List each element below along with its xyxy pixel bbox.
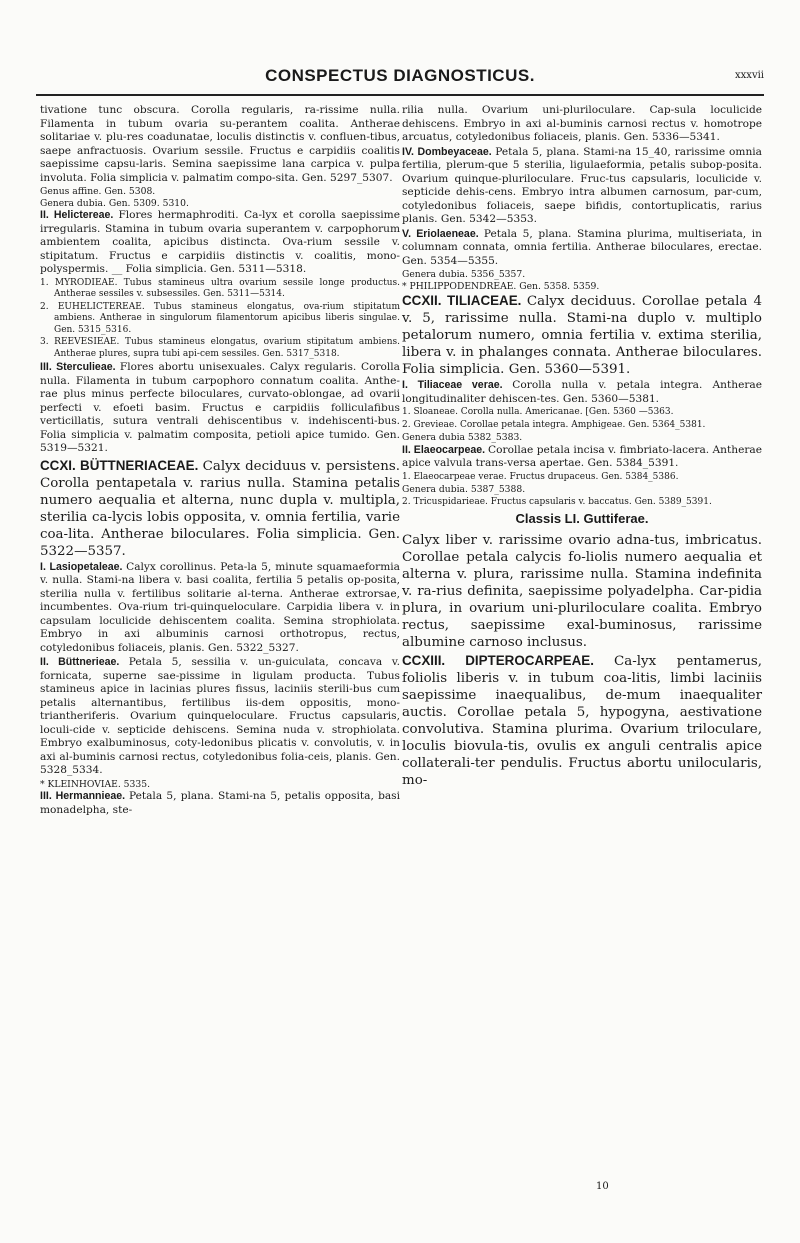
- tribe-entry: [402, 379, 762, 406]
- left-column: [40, 104, 400, 818]
- running-header: [36, 62, 764, 92]
- section-text: Ca-lyx pentamerus, foliolis liberis v. in tubum coa-litis, limbi laciniis saepissime inaequalibus, de-mum inaequaliter auctis. Corollae petala 5, hypogyna, aestivatione convolutiva. Stamina plurima. Ovarium triloculare, loculis biovula-tis, ovulis ex anguli centralis apice collaterali-ter pendulis. Fructus abortu unilocularis, mo-: [402, 653, 763, 788]
- header-rule: [36, 94, 764, 96]
- section-text: Calyx deciduus v. persistens. Corolla pentapetala v. rarius nulla. Stamina petalis numero aequalia et alterna, nunc dupla v. multipla, sterilia ca-lycis lobis opposita, v. omnia fertilia, varie coa-lita. Antherae biloculares. Folia simplicia. Gen. 5322—5357.: [40, 458, 400, 559]
- genera-note: * KLEINHOVIAE. 5335.: [40, 778, 150, 790]
- section-text: Corolla nulla v. petala integra. Antherae longitudinaliter dehiscen-tes. Gen. 5360—5381.: [402, 379, 762, 405]
- tribe-entry: [40, 656, 400, 778]
- subtribe-entry: 2. Tricuspidarieae. Fructus capsularis v. baccatus. Gen. 5389_5391.: [402, 496, 712, 507]
- section-text: Flores hermaphroditi. Ca-lyx et corolla saepissime irregularis. Stamina in tubum ovaria superantem v. carpophorum ambientem coalita, apicibus distincta. Ova-rium sessile v. stipitatum. Fructus e carpidiis distinctis v. coalitis, mono-polyspermis. __ Folia simplicia. Gen. 5311—5318.: [40, 209, 400, 275]
- class-description: Calyx liber v. rarissime ovario adna-tus, imbricatus. Corollae petala calycis fo-liolis numero aequalia et alterna v. plura, rarissime nulla. Stamina indefinita v. ra-rius definita, saepissime polyadelpha. Car-pidia plura, in ovarium uni-pluriloculare coalita. Embryo rectus, saepissime exal-buminosus, rarissime albumine carnoso inclusus.: [402, 532, 762, 650]
- section-heading: III. Sterculieae.: [40, 361, 120, 373]
- subtribe-entry: 2. EUHELICTEREAE. Tubus stamineus elongatus, ova-rium stipitatum ambiens. Antherae in singulorum filamentorum apicibus liberis singulae. Gen. 5315_5316.: [40, 301, 400, 335]
- section-text: Calyx corollinus. Peta-la 5, minute squamaeformia v. nulla. Stami-na libera v. basi coalita, fertilia 5 petalis op-posita, sterilia nulla v. fertilibus solitarie al-terna. Antherae extrorsae, incumbentes. Ova-rium tri-quinqueloculare. Carpidia libera v. in capsulam loculicide dehiscentem coalita. Semina strophiolata. Embryo in axi albuminis carnosi orthotropus, rectus, cotyledonibus foliaceis, planis. Gen. 5322_5327.: [40, 560, 400, 654]
- section-text: Petala 5, plana. Stami-na 15_40, rarissime omnia fertilia, plerum-que 5 sterilia, ligulaeformia, petalis subop-posita. Ovarium quinque-pluriloculare. Fruc-tus capsularis, loculicide v. septicide dehis-cens. Embryo intra albumen carnosum, par-cum, cotyledonibus foliaceis, saepe bifidis, contortuplicatis, rarius planis. Gen. 5342—5353.: [402, 145, 762, 225]
- right-column: [402, 104, 762, 790]
- section-text: Corollae petala incisa v. fimbriato-lacera. Antherae apice valvula trans-versa apertae. Gen. 5384_5391.: [402, 443, 762, 469]
- section-heading: CCXIII. DIPTEROCARPEAE.: [402, 652, 614, 668]
- tribe-entry: [40, 561, 400, 656]
- section-text: Calyx deciduus. Corollae petala 4 v. 5, rarissime nulla. Stami-na duplo v. multiplo petalorum numero, omnia fertilia v. extima sterilia, libera v. in phalanges connata. Antherae biloculares. Folia simplicia. Gen. 5360—5391.: [402, 294, 762, 377]
- tribe-entry: [402, 228, 762, 269]
- section-text: Petala 5, sessilia v. un-guiculata, concava v. fornicata, superne sae-pissime in ligulam producta. Tubus stamineus apice in lacinias plures fissus, laciniis sterili-bus cum petalis alternantibus, fertilibus iis-dem oppositis, mono-triantheriferis. Ovarium quinqueloculare. Fructus capsularis, loculi-cide v. septicide dehiscens. Semina nuda v. strophiolata. Embryo exalbuminosus, coty-ledonibus plicatis v. convolutis, v. in axi al-buminis carnosi rectus, cotyledonibus folia-ceis, planis. Gen. 5328_5334.: [40, 656, 400, 776]
- section-heading: I. Lasiopetaleae.: [40, 560, 127, 573]
- section-heading: I. Tiliaceae verae.: [402, 379, 513, 391]
- paragraph: tivatione tunc obscura. Corolla regularis, ra-rissime nulla. Filamenta in tubum ovaria su-perantem coalita. Antherae solitariae v. plu-res coadunatae, loculis distinctis v. confluen-tibus, saepe anfractuosis. Ovarium sessile. Fructus e carpidiis coalitis saepissime capsu-laris. Semina saepissime lana carpica v. pulpa involuta. Folia simplicia v. palmatim compo-sita. Gen. 5297_5307.: [40, 104, 400, 184]
- subtribe-entry: 1. MYRODIEAE. Tubus stamineus ultra ovarium sessile longe productus. Antherae sessiles v. subsessiles. Gen. 5311—5314.: [40, 277, 400, 299]
- tribe-entry: [402, 444, 762, 471]
- family-entry: [402, 652, 762, 789]
- subtribe-entry: 3. REEVESIEAE. Tubus stamineus elongatus, ovarium stipitatum ambiens. Antherae plures, supra tubi api-cem sessiles. Gen. 5317_5318.: [40, 337, 400, 359]
- section-heading: CCXII. TILIACEAE.: [402, 293, 527, 308]
- section-heading: II. Büttnerieae.: [40, 656, 129, 668]
- class-heading: Classis LI. Guttiferae.: [515, 511, 649, 526]
- genera-note: Genera dubia 5382_5383.: [402, 432, 523, 443]
- tribe-entry: [40, 209, 400, 277]
- section-heading: III. Hermannieae.: [40, 790, 129, 802]
- page-title: CONSPECTUS DIAGNOSTICUS.: [265, 66, 535, 85]
- family-entry: [40, 457, 400, 560]
- signature-mark: 10: [596, 1181, 609, 1192]
- paragraph: rilia nulla. Ovarium uni-pluriloculare. Cap-sula loculicide dehiscens. Embryo in axi al-buminis carnosi rectus v. homotrope arcuatus, cotyledonibus foliaceis, planis. Gen. 5336—5341.: [402, 104, 762, 143]
- section-heading: V. Eriolaeneae.: [402, 227, 484, 240]
- genera-note: Genus affine. Gen. 5308.: [40, 186, 156, 197]
- subtribe-entry: 2. Grevieae. Corollae petala integra. Amphigeae. Gen. 5364_5381.: [402, 419, 706, 430]
- subtribe-entry: 1. Sloaneae. Corolla nulla. Americanae. [Gen. 5360 —5363.: [402, 407, 674, 417]
- section-text: Flores abortu unisexuales. Calyx regularis. Corolla nulla. Filamenta in tubum carpophoro connatum coalita. Anthe-rae plus minus perfecte biloculares, curvato-oblongae, ad ovarii perfecti v. efoeti basim. Fructus e carpidiis folliculafibus verticillatis, sutura ventrali dehiscentibus v. indehiscenti-bus. Folia simplicia v. palmatim composita, petioli apice tumido. Gen. 5319—5321.: [40, 361, 400, 454]
- genera-note: Genera dubia. 5387_5388.: [402, 484, 526, 495]
- genera-note: * PHILIPPODENDREAE. Gen. 5358. 5359.: [402, 280, 600, 292]
- genera-note: Genera dubia. Gen. 5309. 5310.: [40, 197, 189, 209]
- section-heading: CCXI. BÜTTNERIACEAE.: [40, 457, 203, 473]
- section-text: Petala 5, plana. Stami-na 5, petalis opposita, basi monadelpha, ste-: [40, 790, 400, 816]
- subtribe-entry: 1. Elaeocarpeae verae. Fructus drupaceus. Gen. 5384_5386.: [402, 471, 679, 482]
- section-heading: II. Elaeocarpeae.: [402, 443, 489, 456]
- family-entry: [402, 292, 762, 378]
- section-text: Petala 5, plana. Stamina plurima, multiseriata, in columnam connata, omnia fertilia. Antherae biloculares, erectae. Gen. 5354—5355.: [402, 227, 763, 267]
- section-heading: II. Helictereae.: [40, 209, 119, 221]
- tribe-entry: [40, 361, 400, 456]
- tribe-entry: [402, 146, 762, 227]
- tribe-entry: [40, 790, 400, 817]
- section-heading: IV. Dombeyaceae.: [402, 145, 496, 158]
- page-number: xxxvii: [735, 70, 764, 81]
- genera-note: Genera dubia. 5356_5357.: [402, 269, 526, 280]
